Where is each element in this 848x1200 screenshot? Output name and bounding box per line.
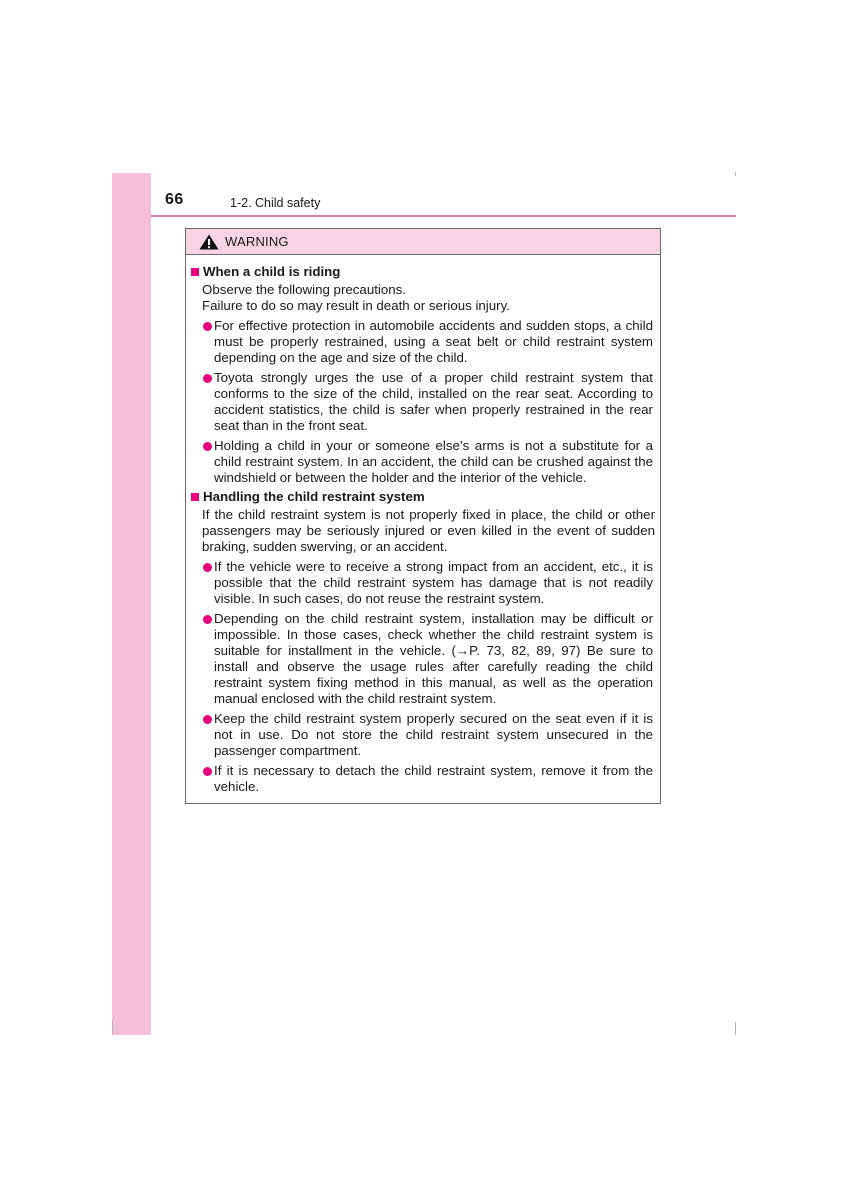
square-icon [191, 493, 199, 501]
warning-body [186, 255, 660, 795]
bullet-dot-icon [203, 767, 212, 776]
bullet-dot-icon [203, 563, 212, 572]
bullet-dot-icon [203, 442, 212, 451]
section-heading [190, 489, 656, 505]
section-title: 1-2. Child safety [230, 196, 321, 210]
section-heading-text: When a child is riding [203, 264, 341, 279]
bullet-text: Keep the child restraint system properly secured on the seat even if it is not in use. Do not store the child restraint system unsecured in the passenger compartment. [214, 711, 653, 758]
bullet-dot-icon [203, 715, 212, 724]
crop-mark [735, 172, 736, 176]
section-heading [190, 264, 656, 280]
header-rule [151, 215, 736, 217]
bullet-text: If the vehicle were to receive a strong impact from an accident, etc., it is possible that the child restraint system has damage that is not readily visible. In such cases, do not reuse the restraint system. [214, 559, 653, 606]
bullet-text: Depending on the child restraint system, installation may be difficult or impossible. In those cases, check whether the child restraint system is suitable for installment in the vehicle. (→P. 73, 82, 89, 97) Be sure to install and observe the usage rules after carefully reading the child restraint system fixing method in this manual, as well as the operation manual enclosed with the child restraint system. [214, 611, 653, 706]
bullet-item [190, 763, 656, 795]
bullet-item [190, 370, 656, 434]
bullet-text: Toyota strongly urges the use of a proper child restraint system that conforms to the size of the child, installed on the rear seat. According to accident statistics, the child is safer when properly restrained in the rear seat than in the front seat. [214, 370, 653, 433]
crop-mark [112, 1020, 113, 1035]
warning-title: WARNING [225, 234, 289, 249]
bullet-dot-icon [203, 322, 212, 331]
section-heading-text: Handling the child restraint system [203, 489, 425, 504]
bullet-text: If it is necessary to detach the child restraint system, remove it from the vehicle. [214, 763, 653, 794]
intro-paragraph: If the child restraint system is not properly fixed in place, the child or other passengers may be seriously injured or even killed in the event of sudden braking, sudden swerving, or an accident. [202, 507, 655, 554]
warning-header [186, 229, 660, 255]
intro-line: Observe the following precautions. [202, 282, 406, 297]
page-number: 66 [165, 191, 184, 208]
bullet-item [190, 559, 656, 607]
bullet-dot-icon [203, 615, 212, 624]
crop-mark [735, 1022, 736, 1035]
intro-line: Failure to do so may result in death or serious injury. [202, 298, 510, 313]
warning-triangle-icon [199, 234, 219, 250]
bullet-text: Holding a child in your or someone else’s arms is not a substitute for a child restraint system. In an accident, the child can be crushed against the windshield or between the holder and the interior of the vehicle. [214, 438, 653, 485]
side-tab [112, 173, 151, 1035]
bullet-item [190, 711, 656, 759]
bullet-item [190, 318, 656, 366]
square-icon [191, 268, 199, 276]
bullet-item [190, 611, 656, 707]
bullet-text: For effective protection in automobile accidents and sudden stops, a child must be properly restrained, using a seat belt or child restraint system depending on the age and size of the child. [214, 318, 653, 365]
bullet-item [190, 438, 656, 486]
warning-box [185, 228, 661, 804]
bullet-dot-icon [203, 374, 212, 383]
